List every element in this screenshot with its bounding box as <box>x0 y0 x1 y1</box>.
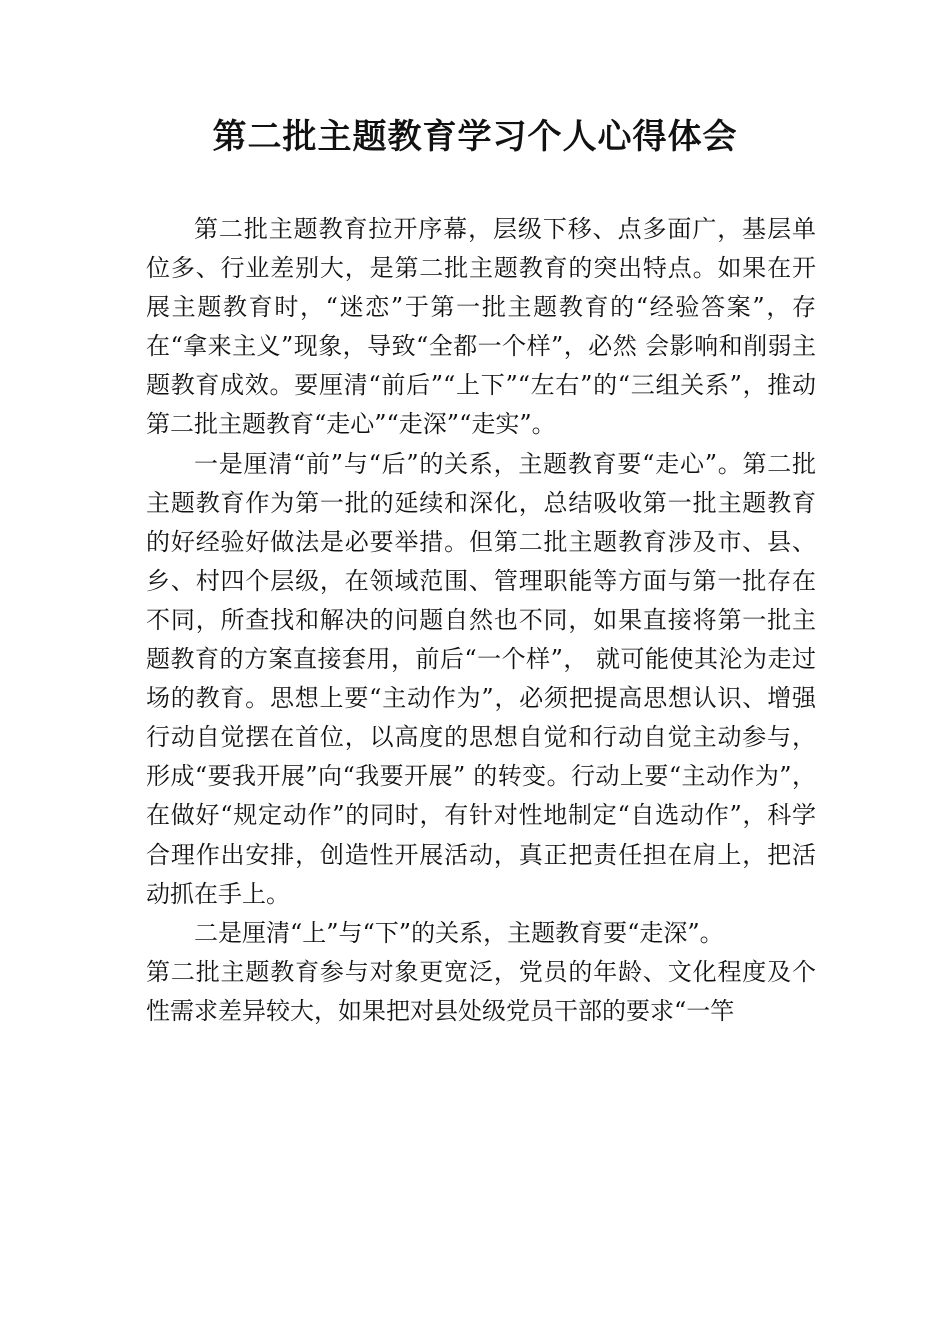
paragraph-section-one: 一是厘清“前”与“后”的关系，主题教育要“走心”。第二批主题教育作为第一批的延续和深化，总结吸收第一批主题教育的好经验好做法是必要举措。但第二批主题教育涉及市、县、乡、村四个层级，在领域范围、管理职能等方面与第一批存在不同，所查找和解决的问题自然也不同，如果直接将第一批主题教育的方案直接套用，前后“一个样”， 就可能使其沦为走过场的教育。思想上要“主动作为”，必须把提高思想认识、增强行动自觉摆在首位，以高度的思想自觉和行动自觉主动参与，形成“要我开展”向“我要开展” 的转变。行动上要“主动作为”，在做好“规定动作”的同时，有针对性地制定“自选动作”，科学合理作出安排，创造性开展活动，真正把责任担在肩上，把活动抓在手上。 <box>146 449 816 908</box>
paragraph-intro: 第二批主题教育拉开序幕，层级下移、点多面广，基层单位多、行业差别大，是第二批主题教育的突出特点。如果在开展主题教育时，“迷恋”于第一批主题教育的“经验答案”，存在“拿来主义”现象，导致“全都一个样”，必然 会影响和削弱主题教育成效。要厘清“前后”“上下”“左右”的“三组关系”，推动第二批主题教育“走心”“走深”“走实”。 <box>146 215 816 439</box>
paragraph-section-two-heading: 二是厘清“上”与“下”的关系，主题教育要“走深”。 <box>194 918 724 947</box>
document-title: 第二批主题教育学习个人心得体会 <box>212 117 738 157</box>
document-body <box>146 210 816 1031</box>
paragraph-section-two-body: 第二批主题教育参与对象更宽泛，党员的年龄、文化程度及个性需求差异较大，如果把对县处级党员干部的要求“一竿 <box>146 957 816 1025</box>
